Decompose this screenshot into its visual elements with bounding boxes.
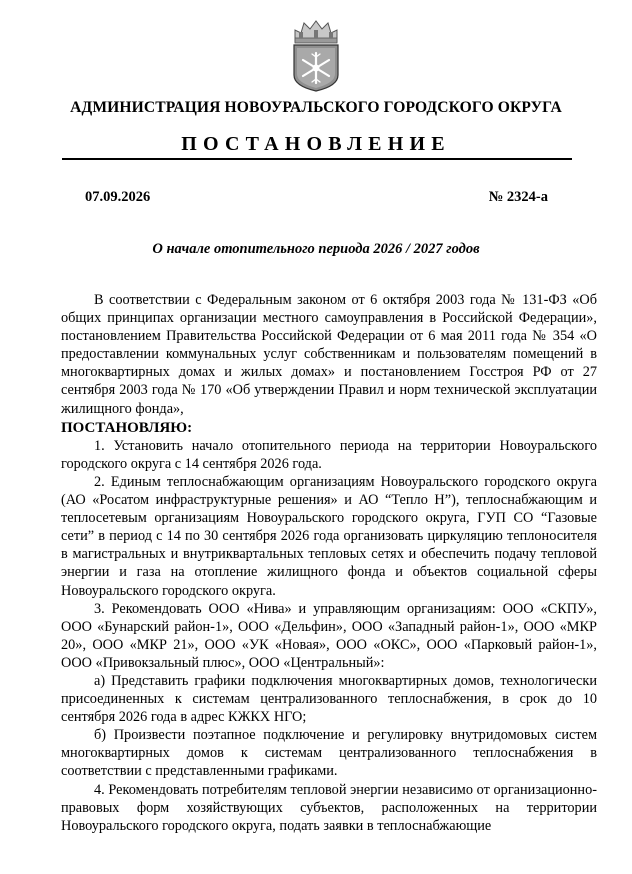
preamble-paragraph: В соответствии с Федеральным законом от 6 октября 2003 года № 131-ФЗ «Об общих принципах организации местного самоуправления в Российской Федерации», постановлением Правительства Российской Федерации от 6 мая 2011 года № 354 «О предоставлении коммунальных услуг собственникам и пользователям помещений в многоквартирных домах и жилых домах» и постановлением Госстроя РФ от 27 сентября 2003 года № 170 «Об утверждении Правил и норм технической эксплуатации жилищного фонда», (61, 292, 597, 417)
paragraph-2: 2. Единым теплоснабжающим организациям Новоуральского городского округа (АО «Росатом инфраструктурные решения» и АО “Тепло Н”), теплоснабжающим и теплосетевым организациям Новоуральского городского округа, ГУП СО “Газовые сети” в период с 14 по 30 сентября 2026 года организовать циркуляцию теплоносителя в магистральных и внутриквартальных тепловых сетях и обеспечить подачу тепловой энергии и газа на отопление жилищного фонда и объектов социальной сферы Новоуральского городского округа. (61, 473, 597, 599)
document-subject: О начале отопительного периода 2026 / 2027 годов (152, 241, 480, 257)
document-date: 07.09.2026 (85, 189, 151, 205)
document-type-title: ПОСТАНОВЛЕНИЕ (181, 133, 451, 155)
document-body (61, 291, 597, 835)
paragraph-3a: а) Представить графики подключения многоквартирных домов, технологически присоединенных к системам централизованного теплоснабжения, в срок до 10 сентября 2026 года в адрес КЖКХ НГО; (61, 672, 597, 726)
organization-name: АДМИНИСТРАЦИЯ НОВОУРАЛЬСКОГО ГОРОДСКОГО ОКРУГА (70, 99, 562, 116)
paragraph-1: 1. Установить начало отопительного периода на территории Новоуральского городского округа с 14 сентября 2026 года. (61, 437, 597, 472)
paragraph-3b: б) Произвести поэтапное подключение и регулировку внутридомовых систем многоквартирных домов к системам централизованного теплоснабжения в соответствии с представленными графиками. (61, 727, 597, 780)
coat-of-arms-icon (291, 20, 341, 92)
header-divider (62, 158, 572, 160)
paragraph-4: 4. Рекомендовать потребителям тепловой энергии независимо от организационно-правовых форм хозяйствующих субъектов, расположенных на территории Новоуральского городского округа, подать заявки в теплоснабжающие (61, 781, 597, 834)
decree-heading: ПОСТАНОВЛЯЮ: (61, 419, 193, 436)
paragraph-3: 3. Рекомендовать ООО «Нива» и управляющим организациям: ООО «СКПУ», ООО «Бунарский район-1», ООО «Дельфин», ООО «Западный район-1», ООО «МКР 20», ООО «МКР 21», ООО «УК «Новая», ООО «ОКС», ООО «Парковый район-1», ООО «Привокзальный плюс», ООО «Центральный»: (61, 600, 597, 671)
document-number: № 2324-а (488, 189, 548, 205)
